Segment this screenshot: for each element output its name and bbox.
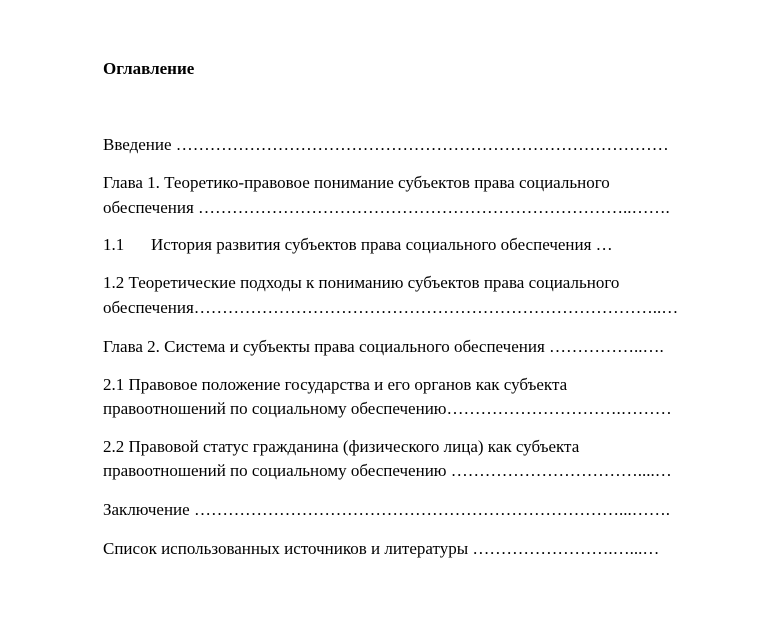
toc-entry-section-1-1-text: История развития субъектов права социального обеспечения … — [151, 235, 613, 254]
toc-entry-section-1-1 — [103, 234, 613, 256]
toc-entry-section-1-2-line-1: 1.2 Теоретические подходы к пониманию субъектов права социального — [103, 273, 620, 292]
toc-entry-section-2-2-line-2: правоотношений по социальному обеспечению ……………………………....… — [103, 461, 672, 480]
toc-entry-chapter-2: Глава 2. Система и субъекты права социального обеспечения ……………..…. — [103, 337, 664, 356]
toc-entry-section-2-1-line-2: правоотношений по социальному обеспечению………………………….……… — [103, 399, 672, 418]
toc-entry-introduction: Введение …………………………………………………………………………… — [103, 135, 669, 154]
toc-entry-section-2-2-line-1: 2.2 Правовой статус гражданина (физического лица) как субъекта — [103, 437, 580, 456]
toc-entry-section-1-2-line-2: обеспечения………………………………………………………………………..… — [103, 298, 679, 317]
toc-entry-chapter-1-line-2: обеспечения …………………………………………………………………..……. — [103, 198, 670, 217]
toc-title: Оглавление — [103, 59, 195, 78]
toc-entry-references: Список использованных источников и литературы …………………….…...… — [103, 539, 660, 558]
toc-entry-conclusion: Заключение …………………………………………………………………...……. — [103, 500, 670, 519]
toc-entry-section-1-1-number: 1.1 — [103, 235, 125, 254]
toc-entry-chapter-1-line-1: Глава 1. Теоретико-правовое понимание субъектов права социального — [103, 173, 610, 192]
toc-entry-section-2-1-line-1: 2.1 Правовое положение государства и его органов как субъекта — [103, 375, 568, 394]
